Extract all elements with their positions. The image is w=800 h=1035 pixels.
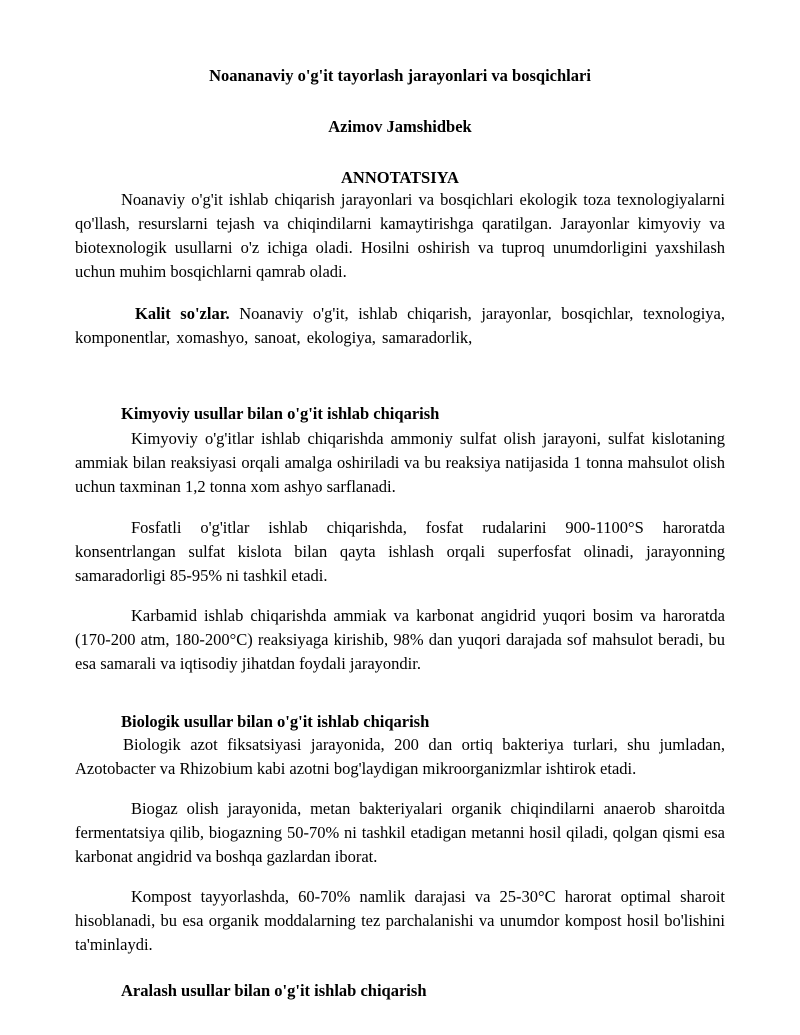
section-paragraph: Fosfatli o'g'itlar ishlab chiqarishda, fosfat rudalarini 900-1100°S haroratda konsentrlangan sulfat kislota bilan qayta ishlash orqali superfosfat olinadi, jarayonning samaradorligi 85-95% ni tashkil etadi. <box>75 518 725 585</box>
section-paragraph: Kompost tayyorlashda, 60-70% namlik darajasi va 25-30°C harorat optimal sharoit hisoblanadi, bu esa organik moddalarning tez parchalanishi va unumdor kompost hosil bo'lishini ta'minlaydi. <box>75 887 725 954</box>
section-heading-mixed: Aralash usullar bilan o'g'it ishlab chiqarish <box>121 981 427 1000</box>
keywords-paragraph <box>75 302 725 350</box>
section-paragraph: Biogaz olish jarayonida, metan bakteriyalari organik chiqindilarni anaerob sharoitda fermentatsiya qilib, biogazning 50-70% ni tashkil etadigan metanni hosil qiladi, qolgan qismi esa karbonat angidrid va boshqa gazlardan iborat. <box>75 799 725 866</box>
section-heading-biological: Biologik usullar bilan o'g'it ishlab chiqarish <box>121 712 430 731</box>
annotation-paragraph: Noanaviy o'g'it ishlab chiqarish jarayonlari va bosqichlari ekologik toza texnologiyalarni qo'llash, resurslarni tejash va chiqindilarni kamaytirishga qaratilgan. Jarayonlar kimyoviy va biotexnologik usullarni o'z ichiga oladi. Hosilni oshirish va tuproq unumdorligini yaxshilash uchun muhim bosqichlarni qamrab oladi. <box>75 190 725 281</box>
document-author: Azimov Jamshidbek <box>328 117 472 136</box>
keywords-label: Kalit so'zlar. <box>135 304 230 323</box>
section-heading-chemical: Kimyoviy usullar bilan o'g'it ishlab chiqarish <box>121 404 440 423</box>
section-paragraph: Karbamid ishlab chiqarishda ammiak va karbonat angidrid yuqori bosim va haroratda (170-200 atm, 180-200°C) reaksiyaga kirishib, 98% dan yuqori darajada sof mahsulot beradi, bu esa samarali va iqtisodiy jihatdan foydali jarayondir. <box>75 606 725 673</box>
section-paragraph: Biologik azot fiksatsiyasi jarayonida, 200 dan ortiq bakteriya turlari, shu jumladan, Azotobacter va Rhizobium kabi azotni bog'laydigan mikroorganizmlar ishtirok etadi. <box>75 735 725 778</box>
keywords-text: Noanaviy o'g'it, ishlab chiqarish, jarayonlar, bosqichlar, texnologiya, komponentlar, xomashyo, sanoat, ekologiya, samaradorlik, <box>75 304 725 347</box>
document-title: Noananaviy o'g'it tayorlash jarayonlari va bosqichlari <box>209 66 591 85</box>
section-paragraph: Kimyoviy o'g'itlar ishlab chiqarishda ammoniy sulfat olish jarayoni, sulfat kislotaning ammiak bilan reaksiyasi orqali amalga oshiriladi va bu reaksiya natijasida 1 tonna mahsulot olish uchun taxminan 1,2 tonna xom ashyo sarflanadi. <box>75 429 725 496</box>
annotation-heading: ANNOTATSIYA <box>341 168 459 187</box>
